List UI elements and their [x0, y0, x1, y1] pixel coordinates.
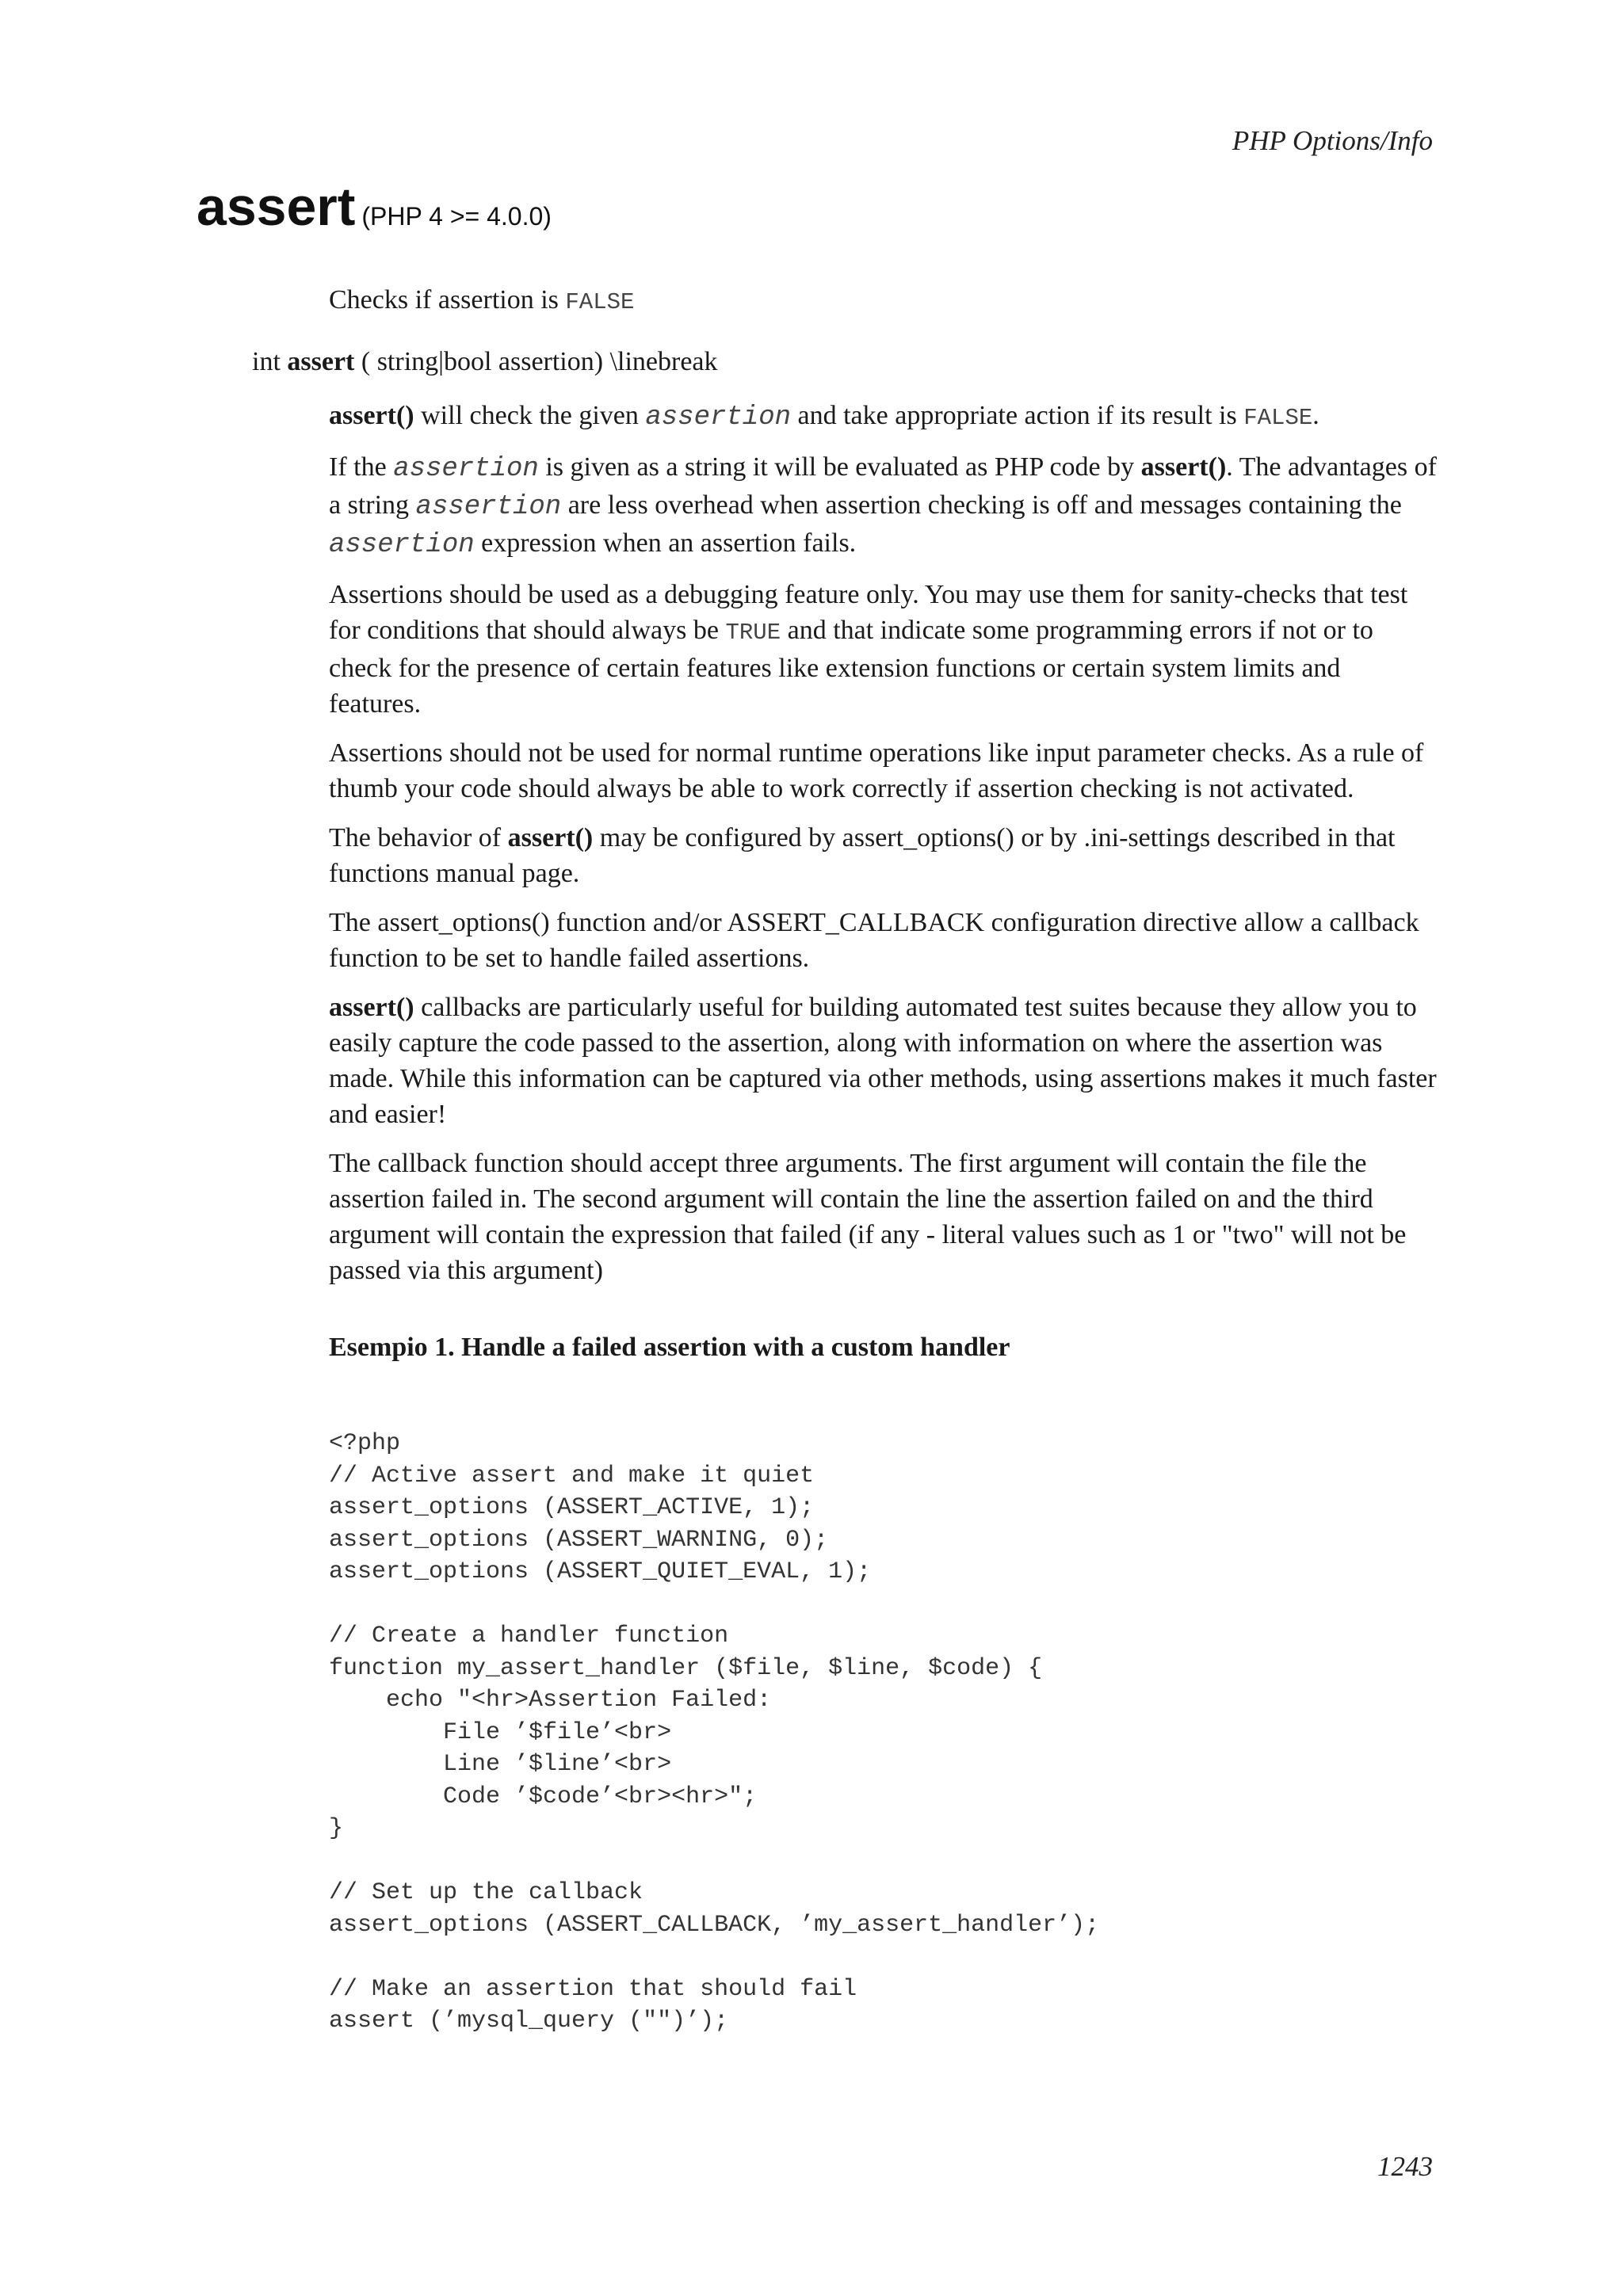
code-example: <?php // Active assert and make it quiet assert_options (ASSERT_ACTIVE, 1); assert_options (ASSERT_WARNING, 0); assert_options (ASSERT_QUIET_EVAL, 1); // Create a handler function function my_assert_handler ($file, $line, $code) { echo "<hr>Assertion Failed: File ’$file’<br> Line ’$line’<br> Code ’$code’<br><hr>"; } // Set up the callback assert_options (ASSERT_CALLBACK, ’my_assert_handler’); // Make an assertion that should fail assert (’mysql_query ("")’);	[329, 1430, 1100, 2035]
running-header: PHP Options/Info	[1232, 125, 1433, 156]
synopsis-function-name: assert	[287, 347, 355, 376]
constant-ref: TRUE	[725, 620, 781, 646]
description	[329, 398, 1438, 1302]
parameter-ref: assertion	[415, 492, 562, 522]
function-synopsis	[252, 347, 718, 377]
parameter-ref: assertion	[393, 454, 539, 484]
paragraph-7	[329, 990, 1438, 1132]
function-ref: assert()	[1140, 452, 1227, 482]
text-run: Assertions should not be used for normal runtime operations like input parameter checks. As a rule of thumb your code should always be able to work correctly if assertion checking is not activated.	[329, 738, 1424, 803]
function-ref: assert()	[507, 823, 594, 852]
parameter-ref: assertion	[645, 402, 792, 433]
function-ref: assert()	[329, 993, 414, 1022]
text-run: . The advantages of a string	[329, 452, 1437, 520]
function-title	[197, 176, 552, 238]
paragraph-2	[329, 449, 1438, 563]
text-run: The callback function should accept three arguments. The first argument will contain the file the assertion failed in. The second argument will contain the line the assertion failed on and the third argument will contain the expression that failed (if any - literal values such as 1 or "two" will not be passed via this argument)	[329, 1149, 1407, 1285]
purpose-constant: FALSE	[565, 289, 635, 315]
text-run: Assertions should be used as a debugging feature only. You may use them for sanity-checks that test for conditions that should always be	[329, 580, 1408, 645]
purpose-text: Checks if assertion is	[329, 285, 559, 315]
constant-ref: FALSE	[1243, 405, 1313, 431]
text-run: .	[1312, 401, 1319, 430]
text-run: will check the given	[414, 401, 646, 430]
text-run: callbacks are particularly useful for building automated test suites because they allow you to easily capture the code passed to the assertion, along with information on where the assertion was made. While this information can be captured via other methods, using assertions makes it much faster and easier!	[329, 993, 1437, 1129]
text-run: The behavior of	[329, 823, 508, 852]
function-ref: assert()	[329, 401, 414, 430]
paragraph-1	[329, 398, 1438, 436]
parameter-ref: assertion	[329, 530, 475, 560]
function-name: assert	[197, 177, 356, 237]
paragraph-6	[329, 905, 1438, 976]
example-title: Esempio 1. Handle a failed assertion with a custom handler	[329, 1333, 1010, 1362]
text-run: The assert_options() function and/or ASSERT_CALLBACK configuration directive allow a callback function to be set to handle failed assertions.	[329, 908, 1419, 973]
text-run: and that indicate some programming errors if not or to check for the presence of certain features like extension functions or certain system limits and features.	[329, 616, 1373, 719]
text-run: are less overhead when assertion checking is off and messages containing the	[561, 490, 1402, 520]
paragraph-8	[329, 1146, 1438, 1288]
paragraph-4	[329, 735, 1438, 807]
synopsis-return-type: int	[252, 347, 281, 376]
synopsis-parameters: ( string|bool assertion) \linebreak	[361, 347, 718, 376]
text-run: If the	[329, 452, 394, 482]
text-run: expression when an assertion fails.	[474, 528, 857, 558]
version-note: (PHP 4 >= 4.0.0)	[361, 202, 552, 231]
paragraph-3	[329, 577, 1438, 722]
function-purpose	[329, 285, 634, 315]
paragraph-5	[329, 820, 1438, 891]
text-run: may be configured by assert_options() or by .ini-settings described in that functions manual page.	[329, 823, 1396, 888]
page-number: 1243	[1377, 2151, 1433, 2182]
text-run: is given as a string it will be evaluated as PHP code by	[538, 452, 1141, 482]
text-run: and take appropriate action if its result is	[791, 401, 1244, 430]
